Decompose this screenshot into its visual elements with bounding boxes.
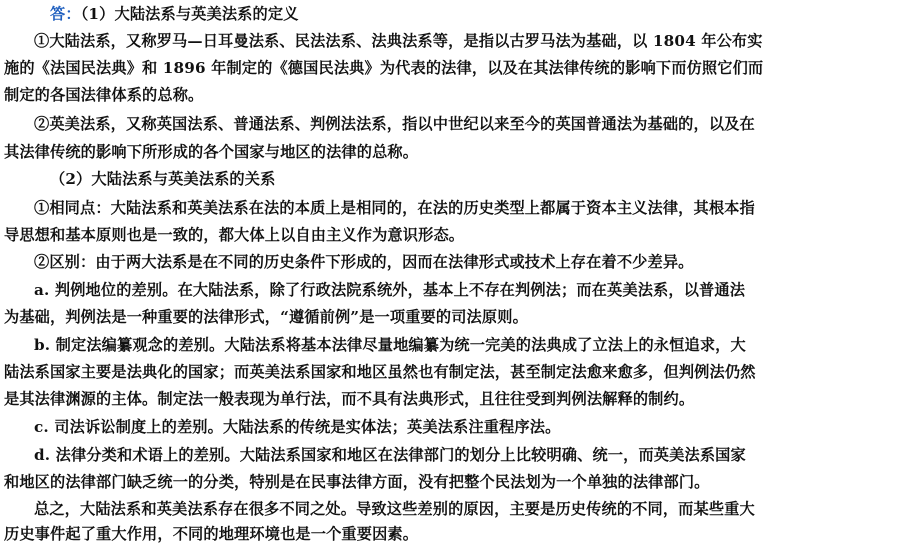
paragraph-c-line-1: c. 司法诉讼制度上的差别。大陆法系的传统是实体法；英美法系注重程序法。 — [34, 418, 561, 436]
paragraph-civil-law-line-1: ①大陆法系，又称罗马—日耳曼法系、民法法系、法典法系等，是指以古罗马法为基础，以 1804 年公布实 — [34, 32, 763, 50]
paragraph-b-line-1: b. 制定法编纂观念的差别。大陆法系将基本法律尽量地编纂为统一完美的法典成了立法上的永恒追求，大 — [34, 336, 746, 354]
paragraph-summary-line-1: 总之，大陆法系和英美法系存在很多不同之处。导致这些差别的原因，主要是历史传统的不同，而某些重大 — [34, 500, 755, 518]
paragraph-d-line-2: 和地区的法律部门缺乏统一的分类，特别是在民事法律方面，没有把整个民法划为一个单独的法律部门。 — [4, 473, 710, 491]
answer-label: 答： — [50, 5, 81, 23]
paragraph-similarity-line-1: ①相同点：大陆法系和英美法系在法的本质上是相同的，在法的历史类型上都属于资本主义法律，其根本指 — [34, 199, 755, 217]
paragraph-a-line-2: 为基础，判例法是一种重要的法律形式，“遵循前例”是一项重要的司法原则。 — [4, 308, 528, 326]
answer-heading-1 — [50, 2, 299, 26]
paragraph-d-line-1: d. 法律分类和术语上的差别。大陆法系国家和地区在法律部门的划分上比较明确、统一，而英美法系国家 — [34, 446, 746, 464]
paragraph-similarity-line-2: 导思想和基本原则也是一致的，都大体上以自由主义作为意识形态。 — [4, 226, 465, 244]
heading-definition: （1）大陆法系与英美法系的定义 — [80, 5, 299, 23]
paragraph-civil-law-line-2: 施的《法国民法典》和 1896 年制定的《德国民法典》为代表的法律，以及在其法律传统的影响下而仿照它们而 — [4, 59, 764, 77]
paragraph-b-line-2: 陆法系国家主要是法典化的国家；而英美法系国家和地区虽然也有制定法，甚至制定法愈来愈多，但判例法仍然 — [4, 363, 756, 381]
paragraph-common-law-line-1: ②英美法系，又称英国法系、普通法系、判例法法系，指以中世纪以来至今的英国普通法为基础的，以及在 — [34, 115, 755, 133]
paragraph-difference-intro: ②区别：由于两大法系是在不同的历史条件下形成的，因而在法律形式或技术上存在着不少差异。 — [34, 253, 694, 271]
answer-heading-2: （2）大陆法系与英美法系的关系 — [50, 170, 276, 188]
paragraph-summary-line-2: 历史事件起了重大作用，不同的地理环境也是一个重要因素。 — [4, 525, 419, 543]
paragraph-a-line-1: a. 判例地位的差别。在大陆法系，除了行政法院系统外，基本上不存在判例法；而在英美法系，以普通法 — [34, 281, 746, 299]
paragraph-common-law-line-2: 其法律传统的影响下所形成的各个国家与地区的法律的总称。 — [4, 143, 419, 161]
paragraph-civil-law-line-3: 制定的各国法律体系的总称。 — [4, 86, 204, 104]
paragraph-b-line-3: 是其法律渊源的主体。制定法一般表现为单行法，而不具有法典形式，且往往受到判例法解释的制约。 — [4, 390, 695, 408]
